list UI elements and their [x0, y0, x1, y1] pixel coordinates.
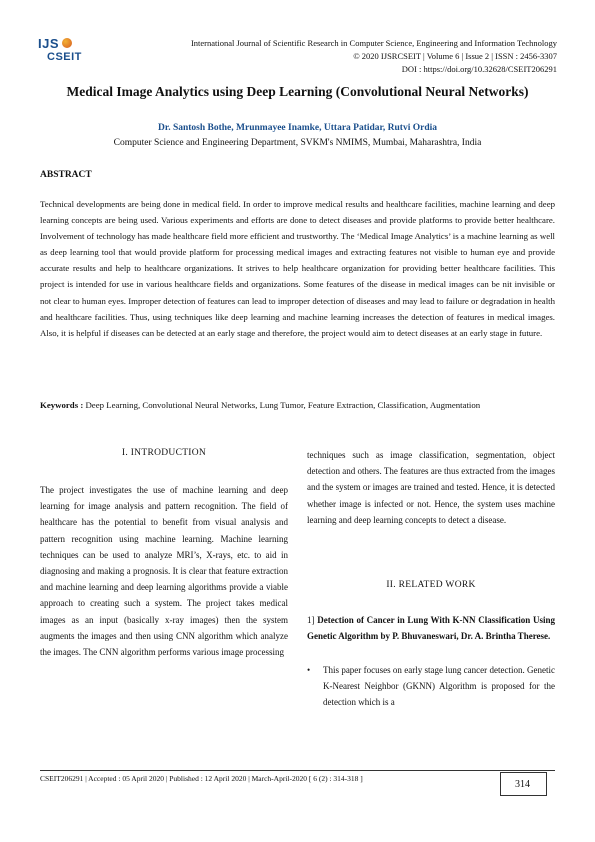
bullet-icon: •	[307, 665, 311, 675]
introduction-text: The project investigates the use of machine learning and deep learning for image analysis and pattern recognition. The field of healthcare has the potential to benefit from visual analysis and pattern recognition using machine learning. Machine learning techniques can be used to analyze MRI’s, X-rays, etc. to aid in diagnosing and making a prognosis. It is clear that feature extraction and machine learning and deep learning algorithms provide a viable approach to creating such a system. The project takes medical images as an input (basically x-ray images) then the system augments the images and then using CNN algorithm which analyze the images. The CNN algorithm performs various image processing	[40, 485, 288, 658]
reference-title: Detection of Cancer in Lung With K-NN Classification Using Genetic Algorithm by P. Bhuvaneswari, Dr. A. Brintha Therese.	[307, 615, 556, 642]
abstract-text: Technical developments are being done in medical field. In order to improve medical results and healthcare facilities, machine learning and deep learning concepts are being used. Various experiments and efforts are done to detect diseases and provide platforms to provide better healthcare. Involvement of technology has made healthcare field more efficient and trustworthy. The ‘Medical Image Analytics’ is a machine learning as well as deep learning tool that would provide platform for processing medical images and extracting features not visible to human eye and provide accurate results and help to healthcare organizations. It strives to help healthcare organization for providing better healthcare facilities. This project is intended for use in various healthcare fields and organizations. Some features of the disease in medical images can be nit invisible or not clear to human eyes. Improper detection of features can lead to improper detection of diseases and may lead to failure or degradation in health and healthcare facilities. Thus, using techniques like deep learning and machine learning increases the detection of features in medical images. Also, it is helpful if diseases can be detected at an early stage and therefore, the project would aim to detect diseases at an early stage in future.	[40, 199, 555, 338]
page-number: 314	[515, 779, 530, 790]
doi-line: DOI : https://doi.org/10.32628/CSEIT206291	[401, 64, 557, 74]
footer-meta: CSEIT206291 | Accepted : 05 April 2020 | Published : 12 April 2020 | March-April-2020 [ 6 (2) : 314-318 ]	[40, 774, 363, 783]
keywords-label: Keywords :	[40, 400, 84, 410]
paper-title: Medical Image Analytics using Deep Learning (Convolutional Neural Networks)	[66, 84, 529, 99]
bullet-text: This paper focuses on early stage lung cancer detection. Genetic K-Nearest Neighbor (GKNN) Algorithm is proposed for the detection which is a	[323, 665, 555, 708]
footer-divider	[40, 770, 555, 771]
author-list: Dr. Santosh Bothe, Mrunmayee Inamke, Uttara Patidar, Rutvi Ordia	[157, 123, 438, 133]
keywords	[40, 398, 555, 414]
introduction-heading: I. INTRODUCTION	[121, 448, 207, 458]
copyright-line: © 2020 IJSRCSEIT | Volume 6 | Issue 2 | ISSN : 2456-3307	[353, 51, 557, 61]
logo-text-bottom: CSEIT	[47, 51, 82, 63]
abstract-heading: ABSTRACT	[40, 170, 92, 180]
related-reference	[307, 612, 555, 644]
related-work-heading: II. RELATED WORK	[386, 580, 476, 590]
journal-logo	[38, 36, 108, 66]
logo-text-top: IJS	[38, 36, 60, 51]
introduction-continued: techniques such as image classification, segmentation, object detection and others. The features are thus extracted from the images and the system or images are trained and tested. Hence, it is detected whether image is infected or not. Hence, the system uses machine learning and deep learning concepts to detect a disease.	[307, 450, 555, 525]
keywords-list: Deep Learning, Convolutional Neural Networks, Lung Tumor, Feature Extraction, Classification, Augmentation	[85, 400, 481, 410]
journal-name: International Journal of Scientific Research in Computer Science, Engineering and Information Technology	[190, 38, 557, 48]
affiliation: Computer Science and Engineering Department, SVKM's NMIMS, Mumbai, Maharashtra, India	[113, 138, 482, 148]
reference-number: 1]	[307, 615, 315, 625]
globe-icon	[62, 38, 72, 48]
related-bullet	[307, 662, 555, 711]
